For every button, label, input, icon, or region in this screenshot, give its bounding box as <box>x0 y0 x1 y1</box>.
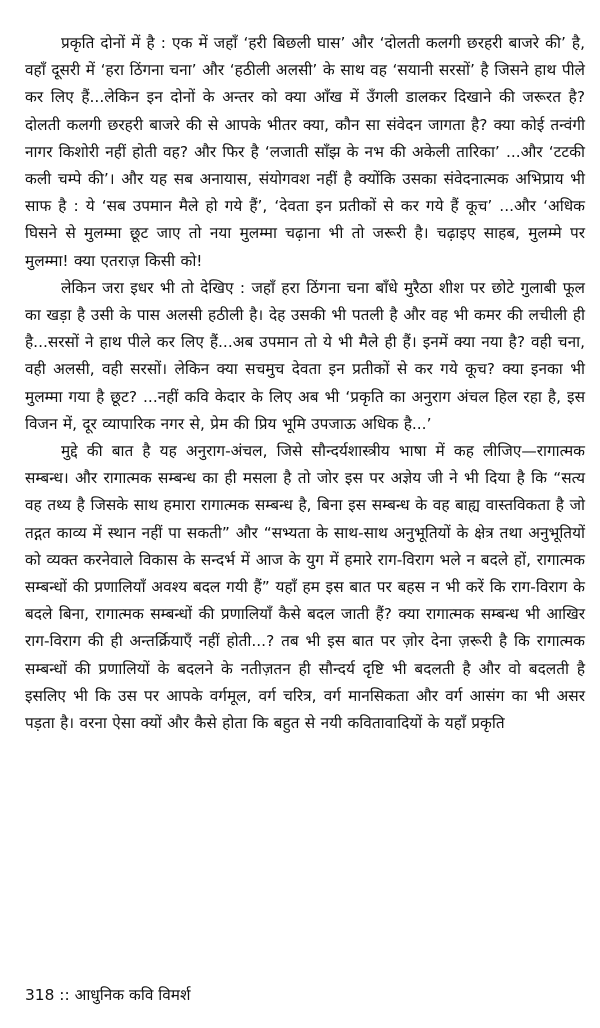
page-number: 318 <box>25 986 55 1004</box>
body-text <box>25 30 585 737</box>
paragraph-2: लेकिन जरा इधर भी तो देखिए : जहाँ हरा ठिंगना चना बाँधे मुरैठा शीश पर छोटे गुलाबी फूल का खड़ा है उसी के पास अलसी हठीली है। देह उसकी भी पतली है और वह भी कमर की लचीली ही है...सरसों ने हाथ पीले कर लिए हैं...अब उपमान तो ये भी मैले ही हैं। इनमें क्या नया है? वही चना, वही अलसी, वही सरसों। लेकिन क्या सचमुच देवता इन प्रतीकों से कर गये कूच? क्या इनका भी मुलम्मा गया है छूट? ...नहीं कवि केदार के लिए अब भी ‘प्रकृति का अनुराग अंचल हिल रहा है, इस विजन में, दूर व्यापारिक नगर से, प्रेम की प्रिय भूमि उपजाऊ अधिक है...’ <box>25 278 585 433</box>
footer-separator: :: <box>59 986 70 1004</box>
page-footer <box>25 984 190 1005</box>
book-title: आधुनिक कवि विमर्श <box>74 986 191 1004</box>
paragraph-1: प्रकृति दोनों में है : एक में जहाँ ‘हरी बिछली घास’ और ‘दोलती कलगी छरहरी बाजरे की’ है, वहाँ दूसरी में ‘हरा ठिंगना चना’ और ‘हठीली अलसी’ के साथ वह ‘सयानी सरसों’ है जिसने हाथ पीले कर लिए हैं...लेकिन इन दोनों के अन्तर को क्या आँख में उँगली डालकर दिखाने की जरूरत है? दोलती कलगी छरहरी बाजरे की से आपके भीतर क्या, कौन सा संवेदन जागता है? क्या कोई तन्वंगी नागर किशोरी नहीं होती वह? और फिर है ‘लजाती साँझ के नभ की अकेली तारिका’ ...और ‘टटकी कली चम्पे की’। और यह सब अनायास, संयोगवश नहीं है क्योंकि उसका संवेदनात्मक अभिप्राय भी साफ है : ये ‘सब उपमान मैले हो गये हैं’, ‘देवता इन प्रतीकों से कर गये हैं कूच’ ...और ‘अधिक घिसने से मुलम्मा छूट जाए तो नया मुलम्मा चढ़ाना भी तो जरूरी है। चढ़ाइए साहब, मुलम्मे पर मुलम्मा! क्या एतराज़ किसी को! <box>25 34 585 270</box>
paragraph-3: मुद्दे की बात है यह अनुराग-अंचल, जिसे सौन्दर्यशास्त्रीय भाषा में कह लीजिए—रागात्मक सम्बन्ध। और रागात्मक सम्बन्ध का ही मसला है तो जोर इस पर अज्ञेय जी ने भी दिया है कि “सत्य वह तथ्य है जिसके साथ हमारा रागात्मक सम्बन्ध है, बिना इस सम्बन्ध के वह बाह्य वास्तविकता है जो तद्गत काव्य में स्थान नहीं पा सकती” और “सभ्यता के साथ-साथ अनुभूतियों के क्षेत्र तथा अनुभूतियों को व्यक्त करनेवाले विकास के सन्दर्भ में आज के युग में हमारे राग-विराग भले न बदले हों, रागात्मक सम्बन्धों की प्रणालियाँ अवश्य बदल गयी हैं” यहाँ हम इस बात पर बहस न भी करें कि राग-विराग के बदले बिना, रागात्मक सम्बन्धों की प्रणालियाँ कैसे बदल जाती हैं? क्या रागात्मक सम्बन्ध भी आखिर राग-विराग की ही अन्तर्क्रियाएँ नहीं होती...? तब भी इस बात पर ज़ोर देना ज़रूरी है कि रागात्मक सम्बन्धों की प्रणालियों के बदलने के नतीज़तन ही सौन्दर्य दृष्टि भी बदलती है और वो बदलती है इसलिए भी कि उस पर आपके वर्गमूल, वर्ग चरित्र, वर्ग मानसिकता और वर्ग आसंग का भी असर पड़ता है। वरना ऐसा क्यों और कैसे होता कि बहुत से नयी कवितावादियों के यहाँ प्रकृति <box>25 442 585 733</box>
